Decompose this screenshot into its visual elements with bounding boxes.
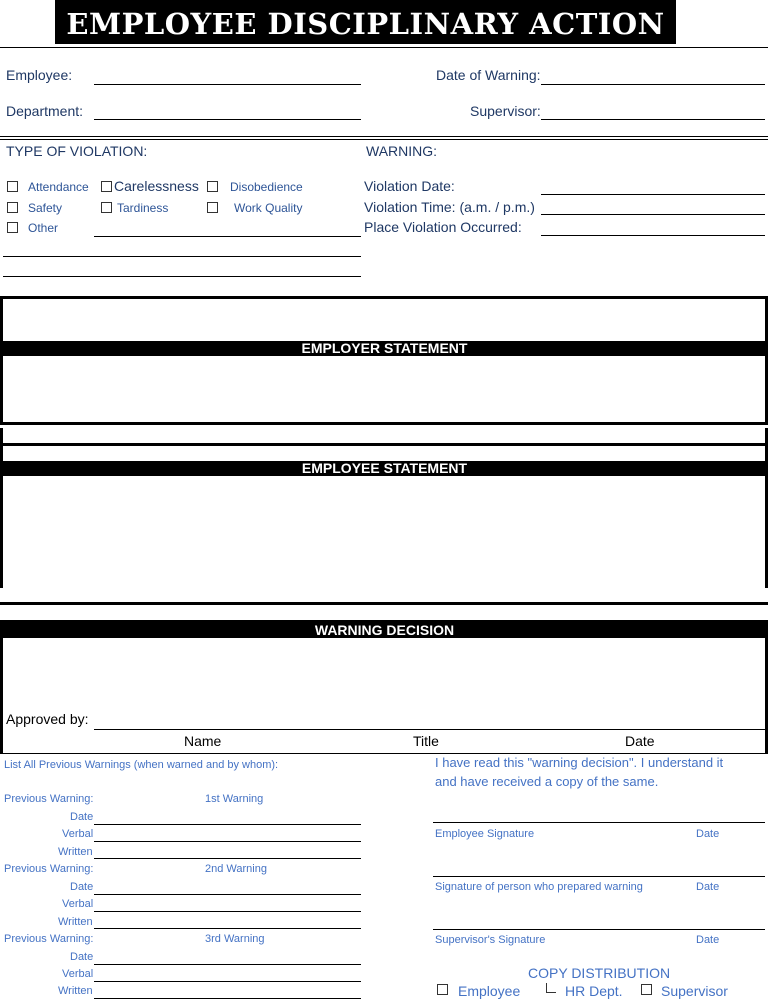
first-date-field[interactable] (94, 824, 361, 825)
copy-supervisor-label: Supervisor (661, 983, 728, 999)
approval-bottom-line (3, 753, 765, 754)
copy-distribution-heading: COPY DISTRIBUTION (528, 965, 671, 981)
second-date-field[interactable] (94, 894, 361, 895)
employee-statement-header: EMPLOYEE STATEMENT (3, 461, 766, 476)
department-label: Department: (6, 103, 84, 119)
first-warning-label: 1st Warning (205, 793, 264, 805)
place-violation-label: Place Violation Occurred: (364, 219, 522, 235)
violation-date-field[interactable] (541, 194, 765, 195)
third-written-field[interactable] (94, 998, 361, 999)
safety-label: Safety (28, 201, 63, 215)
supervisor-field[interactable] (541, 119, 765, 120)
second-written-field[interactable] (94, 928, 361, 929)
copy-hr-label: HR Dept. (565, 983, 623, 999)
section-divider (0, 136, 768, 137)
other-field-line[interactable] (3, 256, 361, 257)
approval-date-caption: Date (625, 733, 655, 749)
supervisor-signature-date-label: Date (696, 934, 720, 946)
employee-signature-label: Employee Signature (435, 828, 535, 840)
form-title: EMPLOYEE DISCIPLINARY ACTION FORM (66, 7, 665, 89)
other-field-line[interactable] (3, 276, 361, 277)
first-verbal-label: Verbal (62, 828, 94, 840)
employer-statement-header: EMPLOYER STATEMENT (3, 341, 766, 356)
employer-box-border (0, 422, 768, 425)
supervisor-signature-label: Supervisor's Signature (435, 934, 546, 946)
disobedience-checkbox[interactable] (207, 181, 218, 192)
second-written-label: Written (58, 916, 93, 928)
copy-employee-label: Employee (458, 983, 521, 999)
copy-employee-checkbox[interactable] (437, 984, 448, 995)
employee-signature-field[interactable] (433, 822, 765, 823)
approved-by-field[interactable] (94, 729, 765, 730)
violation-heading: TYPE OF VIOLATION: (6, 143, 148, 159)
tardiness-checkbox[interactable] (101, 202, 112, 213)
acknowledge-line-1: I have read this "warning decision". I understand it (435, 755, 724, 770)
supervisor-label: Supervisor: (470, 103, 541, 119)
third-date-field[interactable] (94, 964, 361, 965)
violation-time-label: Violation Time: (a.m. / p.m.) (364, 199, 535, 215)
warning-heading: WARNING: (366, 143, 438, 159)
first-written-label: Written (58, 846, 93, 858)
approval-name-caption: Name (184, 733, 222, 749)
other-field[interactable] (94, 236, 361, 237)
carelessness-label: Carelessness (114, 178, 199, 194)
third-verbal-field[interactable] (94, 981, 361, 982)
employee-label: Employee: (6, 67, 73, 83)
acknowledge-line-2: and have received a copy of the same. (435, 774, 659, 789)
previous-warning-label: Previous Warning: (4, 933, 94, 945)
previous-warnings-heading: List All Previous Warnings (when warned and by whom): (4, 759, 279, 771)
preparer-signature-date-label: Date (696, 881, 720, 893)
violation-date-label: Violation Date: (364, 178, 455, 194)
previous-warning-label: Previous Warning: (4, 863, 94, 875)
employee-signature-date-label: Date (696, 828, 720, 840)
copy-supervisor-checkbox[interactable] (641, 984, 652, 995)
employer-statement-area[interactable] (3, 356, 765, 422)
supervisor-signature-field[interactable] (433, 929, 765, 930)
employee-statement-area[interactable] (3, 477, 765, 602)
place-violation-field[interactable] (541, 235, 765, 236)
section-divider (0, 139, 768, 140)
preparer-signature-label: Signature of person who prepared warning (435, 881, 643, 893)
third-warning-label: 3rd Warning (205, 933, 265, 945)
top-divider (0, 47, 768, 48)
employee-box-border (0, 443, 768, 446)
work-quality-label: Work Quality (234, 201, 303, 215)
work-quality-checkbox[interactable] (207, 202, 218, 213)
employee-box-border (0, 602, 768, 605)
other-label: Other (28, 221, 59, 235)
approved-by-label: Approved by: (6, 711, 89, 727)
department-field[interactable] (94, 119, 361, 120)
warning-decision-header: WARNING DECISION (3, 623, 766, 638)
warning-decision-area[interactable] (3, 639, 765, 704)
date-of-warning-field[interactable] (541, 84, 765, 85)
employee-field[interactable] (94, 84, 361, 85)
employer-box-border (0, 296, 768, 299)
date-of-warning-label: Date of Warning: (436, 67, 541, 83)
second-verbal-field[interactable] (94, 911, 361, 912)
first-verbal-field[interactable] (94, 841, 361, 842)
other-checkbox[interactable] (7, 222, 18, 233)
tardiness-label: Tardiness (117, 201, 169, 215)
copy-hr-checkbox[interactable] (546, 983, 556, 993)
first-written-field[interactable] (94, 858, 361, 859)
carelessness-checkbox[interactable] (101, 181, 112, 192)
second-verbal-label: Verbal (62, 898, 94, 910)
third-written-label: Written (58, 985, 93, 997)
violation-time-field[interactable] (541, 214, 765, 215)
disobedience-label: Disobedience (230, 180, 303, 194)
third-date-label: Date (70, 951, 94, 963)
attendance-label: Attendance (28, 180, 89, 194)
attendance-checkbox[interactable] (7, 181, 18, 192)
second-date-label: Date (70, 881, 94, 893)
previous-warning-label: Previous Warning: (4, 793, 94, 805)
first-date-label: Date (70, 811, 94, 823)
preparer-signature-field[interactable] (433, 876, 765, 877)
approval-title-caption: Title (413, 733, 439, 749)
third-verbal-label: Verbal (62, 968, 94, 980)
second-warning-label: 2nd Warning (205, 863, 267, 875)
safety-checkbox[interactable] (7, 202, 18, 213)
